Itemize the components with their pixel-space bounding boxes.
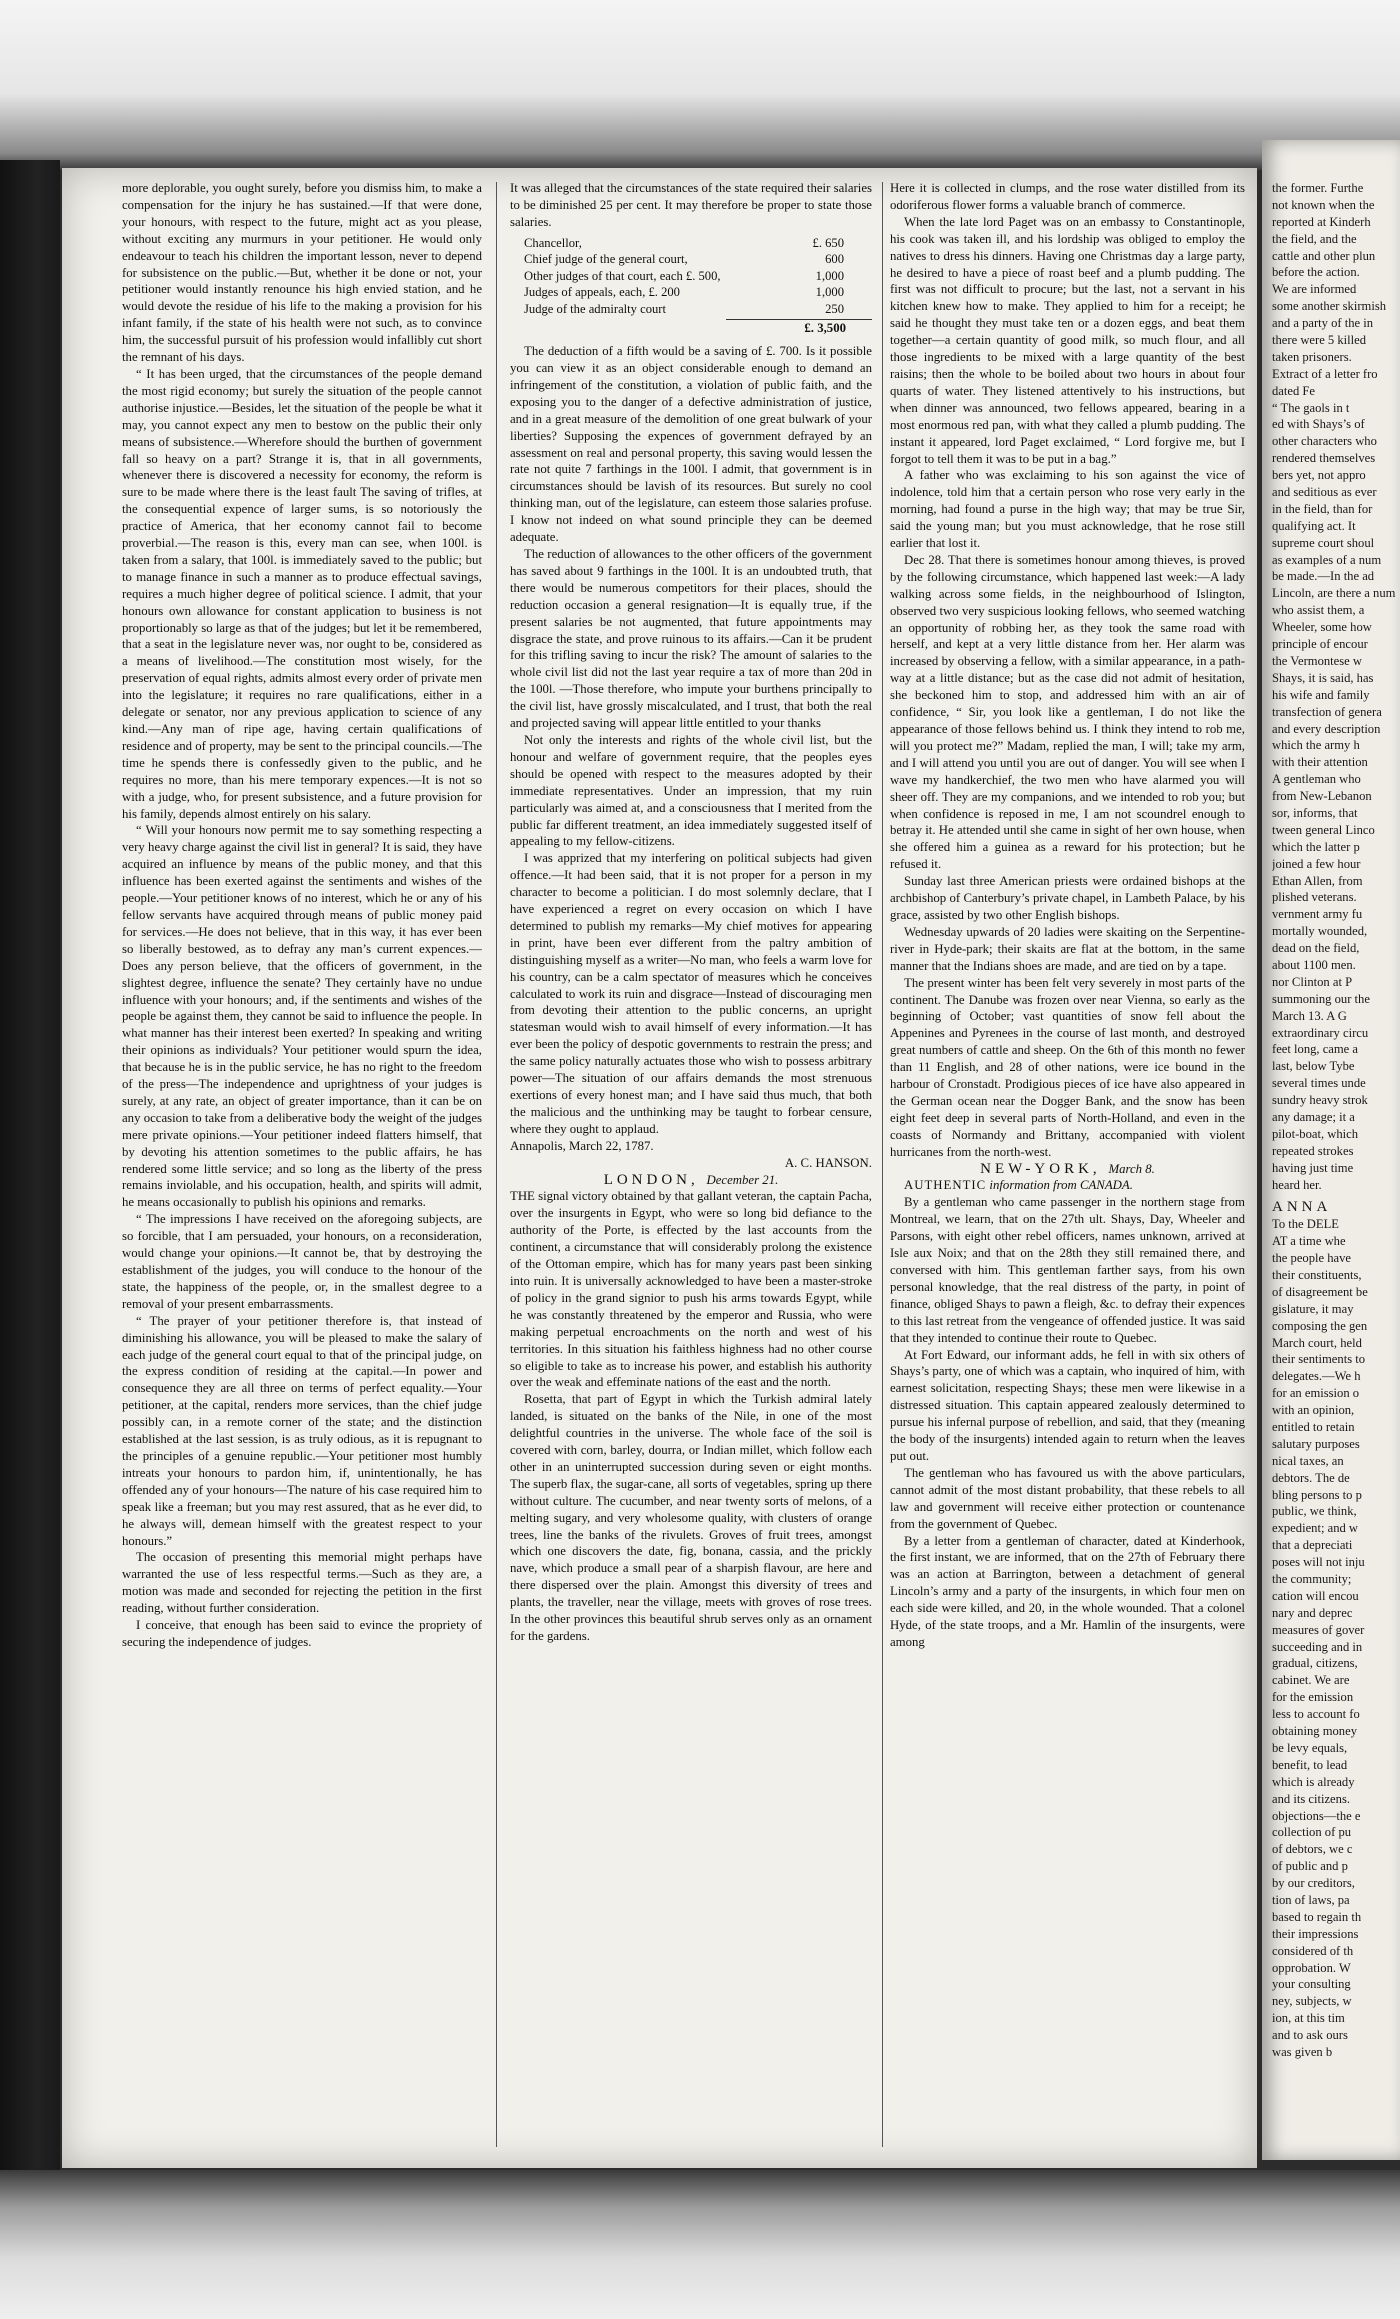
adjacent-page-line: March 13. A G: [1272, 1008, 1347, 1023]
adjacent-page-line: which the army h: [1272, 738, 1360, 753]
adjacent-page-line: opprobation. W: [1272, 1960, 1351, 1975]
adjacent-page-line: objections—the e: [1272, 1808, 1361, 1823]
col3-paragraph: A father who was exclaiming to his son against the vice of indolence, told him that a certain person who rose very early in the morning, had found a purse in the high way; that may be true Sir, said the young man; but you must acknowledge, that he rose still earlier that lost it.: [890, 468, 1245, 551]
adjacent-page-line: be made.—In the ad: [1272, 569, 1375, 584]
adjacent-page-line: Ethan Allen, from: [1272, 873, 1363, 888]
col2-paragraph: The reduction of allowances to the other officers of the government has saved about 9 farthings in the 100l. It is an undoubted truth, that there would be numerous competitors for their places, should the reduction occasion a general resignation—It is equally true, if the present salaries be not augmented, that future appointments may disgrace the state, and prove ruinous to its affairs.—Can it be prudent for this trifling saving to incur the risk? The amount of salaries to the whole civil list did not the last year require a tax of more than 20d in the 100l. —Those therefore, who impute your burthens principally to the civil list, have grossly miscalculated, and I trust, that both the real and projected saving will appear little entitled to your thanks: [510, 547, 872, 731]
salary-row: Judge of the admiralty court 250: [524, 301, 844, 316]
adjacent-page-line: that a depreciati: [1272, 1538, 1353, 1553]
adjacent-page-line: several times unde: [1272, 1076, 1366, 1091]
adjacent-page-line: summoning our the: [1272, 991, 1370, 1006]
adjacent-page-line: “ The gaols in t: [1272, 400, 1350, 415]
adjacent-page-line: with their attention: [1272, 755, 1368, 770]
column-rule: [882, 182, 883, 2147]
adjacent-page-line: ion, at this tim: [1272, 2011, 1345, 2026]
adjacent-page-line: bling persons to p: [1272, 1487, 1362, 1502]
adjacent-page-line: poses will not inju: [1272, 1555, 1365, 1570]
col3-paragraph: Here it is collected in clumps, and the rose water distilled from its odoriferous flower forms a valuable branch of commerce.: [890, 181, 1245, 212]
adjacent-page-line: nical taxes, an: [1272, 1453, 1344, 1468]
col3-paragraph: The present winter has been felt very severely in most parts of the continent. The Danube was frozen over near Vienna, so early as the beginning of October; vast quantities of snow fell about the Appenines and Pyrenees in the course of last month, and destroyed great numbers of cattle and sheep. On the 6th of this month no fewer than 11 English, and 28 of other nations, were ice bound in the harbour of Cronstadt. Prodigious pieces of ice have also appeared in the German ocean near the Dogger Bank, and the snow has been eight feet deep in several parts of North-Holland, and even in the coasts of Normandy and Brittany, accompanied with violent hurricanes from the north-west.: [890, 975, 1245, 1159]
newyork-paragraph: At Fort Edward, our informant adds, he fell in with six others of Shays’s party, one of which was a captain, who inquired of him, with earnest solicitation, respecting Shays; these men were likewise in a distressed situation. This captain appeared zealously determined to pursue his infernal purpose of rebellion, and said, that they (meaning the body of the insurgents) intended again to return when the leaves put out.: [890, 1347, 1245, 1463]
adjacent-page-line: bers yet, not appro: [1272, 468, 1366, 483]
adjacent-page-line: transfection of genera: [1272, 704, 1382, 719]
col2-paragraph: I was apprized that my interfering on political subjects had given offence.—It had been said, that it is not proper for a person in my character to become a politician. I do most solemnly declare, that I have experienced a regret on every occasion on which I have determined to publish my remarks—My chief motives for appearing in print, have been ever different from the paltry ambition of distinguishing myself as a writer—No man, who feels a warm love for his country, can be a calm spectator of measures which he conceives calculated to work its ruin and disgrace—Instead of discouraging men from devoting their attention to the public concerns, an upright statesman would wish to avail himself of every information.—It has ever been the policy of despotic governments to restrain the press; and the same policy naturally actuates those who wish to possess arbitrary power—The situation of our affairs demands the most strenuous exertions of every honest man; and I have said thus much, that both the malicious and the unthinking may be taught to forbear censure, where they ought to applaud.: [510, 851, 872, 1136]
newyork-heading: NEW-YORK,: [980, 1160, 1101, 1177]
adjacent-page-line: any damage; it a: [1272, 1109, 1355, 1124]
adjacent-page-line: was given b: [1272, 2044, 1333, 2059]
col3-paragraph: Sunday last three American priests were ordained bishops at the archbishop of Canterbury’s private chapel, in Lambeth Palace, by his grace, assisted by two other English bishops.: [890, 874, 1245, 922]
column-2: [510, 180, 872, 2155]
adjacent-page-line: of disagreement be: [1272, 1284, 1368, 1299]
adjacent-page-line: the former. Furthe: [1272, 181, 1364, 195]
newspaper-page: [62, 168, 1257, 2168]
adjacent-page-line: some another skirmish: [1272, 299, 1387, 314]
adjacent-page-line: succeeding and in: [1272, 1639, 1363, 1654]
col2-paragraph: The deduction of a fifth would be a saving of £. 700. Is it possible you can view it as an object considerable enough to demand an infringement of the constitution, a violation of public faith, and the exposing you to the danger of a defective administration of justice, and in a great measure of the demolition of one great bulwark of your liberties? Supposing the expences of government defrayed by an assessment on real and personal property, this saving would lessen the rate not quite 7 farthings in the 100l. I admit, that government is in circumstances should be lavish of its resources. But surely no cool thinking man, out of the legislature, can esteem those salaries profuse. I know not indeed on what sound principle they can be deemed adequate.: [510, 344, 872, 545]
adjacent-page-line: salutary purposes: [1272, 1436, 1360, 1451]
adjacent-page-line: ney, subjects, w: [1272, 1994, 1352, 2009]
book-spine: [0, 160, 60, 2180]
newyork-paragraph: By a gentleman who came passenger in the northern stage from Montreal, we learn, that on the 27th ult. Shays, Day, Wheeler and Parsons, with eight other rebel officers, names unknown, arrived at Isle aux Noix; and that on the 28th they still remained there, and conversed with him. This gentleman farther says, from his own personal knowledge, that the real distress of the party, in point of finance, obliged Shays to pawn a fleigh, &c. to defray their expences to this last retreat from the vengeance of offended justice. It was said that they intended to continue their route to Quebec.: [890, 1195, 1245, 1345]
adjacent-page-line: in the field, than for: [1272, 501, 1373, 516]
salary-row: Judges of appeals, each, £. 200 1,000: [524, 285, 844, 300]
london-paragraph: Rosetta, that part of Egypt in which the Turkish admiral lately landed, is situated on the banks of the Nile, in one of the most delightful countries in the universe. The whole face of the soil is covered with corn, barley, dourra, or Indian millet, which follow each other in an uninterrupted succession during seven or eight months. The superb flax, the sugar-cane, all sorts of vegetables, spring up there without culture. The cucumber, and near twenty sorts of melons, of a melting sugary, and very wholesome quality, with clusters of orange trees, line the banks of the rivulets. Groves of fruit trees, amongst which one discovers the date, fig, bonana, cassia, and the prickly nave, which produce a small pear of a sharpish flavour, are here and there dispersed over the plain. Amongst this diversity of trees and plants, the traveller, near the village, meets with groves of rose trees. In the other provinces this beautiful shrub serves only as an ornament for the gardens.: [510, 1392, 872, 1643]
adjacent-page-line: nary and deprec: [1272, 1605, 1353, 1620]
col1-paragraph: “ The prayer of your petitioner therefore is, that instead of diminishing his allowance, you will be pleased to make the salary of each judge of the general court equal to that of the principal judge, on the express condition of residing at the capital.—In power and consequence they are all three on terms of perfect equality.—Your petitioner, at the capital, renders more services, than the chief judge possibly can, in a remote corner of the state; and the distinction established at the last session, is as truly odious, as it is repugnant to the principles of a genuine republic.—Your petitioner most humbly intreats your honours to pardon him, if, unintentionally, he has offended any of your honours—The nature of his case required him to speak like a freeman; but you may rest assured, that as he ever did, to he always will, demean himself with the greatest respect to your honours.”: [122, 1313, 482, 1548]
col1-paragraph: “ It has been urged, that the circumstances of the people demand the most rigid economy; but surely the situation of the people cannot authorise injustice.—Besides, let the situation of the people be what it may, you cannot expect any men to bestow on the public their only means of subsistence.—Wherefore should the burthen of government fall so heavy on a part? Strange it is, that in all governments, whenever there is discovered a necessity for economy, the reform is sure to be made where there is the least fault The saving of trifles, at the consequential expence of larger sums, is so notoriously the practice of America, that her economy cannot fail to become proverbial.—The reason is this, every man can see, when 100l. is taken from a salary, that 100l. is immediately saved to the public; but to manage finance in such a manner as to produce effectual savings, requires a much higher degree of political science. I admit, that your honours own allowance for constant application to business is not proportionably so large as that of the judges; but let it be remembered, that a seat in the legislature never was, nor ought to be, considered as a means of livelihood.—The constitution most wisely, for the preservation of equal rights, admits almost every order of private men into the legislature; it requires no rare qualifications, either in a delegate or senator, nor any previous application to science of any kind.—Any man of ripe age, having certain qualifications of residence and of property, may be sent to the principal councils.—The time he spends there is confessedly given to the public, and he requires no more, than his mere temporary expences.—It is not so with a judge, who, for present subsistence, and a future provision for his family, depends almost entirely on his salary.: [122, 366, 482, 821]
adjacent-page-line: taken prisoners.: [1272, 349, 1352, 364]
adjacent-page-line: delegates.—We h: [1272, 1369, 1361, 1384]
adjacent-page-line: cabinet. We are: [1272, 1673, 1350, 1688]
adjacent-page-line: as examples of a num: [1272, 552, 1382, 567]
adjacent-page-line: there were 5 killed: [1272, 333, 1367, 348]
signature-place: Annapolis, March 22, 1787. A. C. HANSON.: [510, 1138, 872, 1170]
adjacent-page-line: We are informed: [1272, 282, 1357, 297]
adjacent-page-line: other characters who: [1272, 434, 1377, 449]
adjacent-page-line: Shays, it is said, has: [1272, 670, 1374, 685]
salary-row: Chief judge of the general court, 600: [524, 252, 844, 267]
adjacent-page-line: cattle and other plun: [1272, 248, 1376, 263]
adjacent-page-line: last, below Tybe: [1272, 1059, 1355, 1074]
adjacent-page-line: To the DELE: [1272, 1217, 1339, 1232]
column-rule: [496, 182, 497, 2147]
adjacent-page-line: based to regain th: [1272, 1909, 1362, 1924]
adjacent-page-line: before the action.: [1272, 265, 1360, 280]
newyork-date: March 8.: [1108, 1161, 1155, 1176]
adjacent-page-line: gislature, it may: [1272, 1301, 1354, 1316]
adjacent-page-line: benefit, to lead: [1272, 1757, 1348, 1772]
adjacent-page-line: heard her.: [1272, 1177, 1322, 1192]
adjacent-page-line: obtaining money: [1272, 1724, 1357, 1739]
adjacent-page-line: your consulting: [1272, 1977, 1351, 1992]
adjacent-page-line: not known when the: [1272, 197, 1375, 212]
adjacent-page-line: their sentiments to: [1272, 1352, 1366, 1367]
adjacent-page-line: public, we think,: [1272, 1504, 1357, 1519]
adjacent-page-fragment: [1262, 140, 1400, 2160]
london-dateline: [510, 1172, 872, 1189]
signature-name: A. C. HANSON.: [784, 1155, 872, 1170]
adjacent-page-line: reported at Kinderh: [1272, 214, 1371, 229]
adjacent-page-line: the community;: [1272, 1572, 1352, 1587]
adjacent-page-line: be levy equals,: [1272, 1740, 1348, 1755]
adjacent-page-line: measures of gover: [1272, 1622, 1365, 1637]
col1-paragraph: The occasion of presenting this memorial might perhaps have warranted the use of less respectful terms.—Such as they are, a motion was made and seconded for rejecting the petition in the first reading, without further consideration.: [122, 1550, 482, 1616]
adjacent-page-text: [1272, 180, 1400, 2061]
column-3: [890, 180, 1245, 2155]
adjacent-page-line: dead on the field,: [1272, 941, 1360, 956]
adjacent-page-line: sor, informs, that: [1272, 805, 1358, 820]
authentic-heading: AUTHENTIC information from CANADA.: [904, 1178, 1133, 1193]
adjacent-page-line: which is already: [1272, 1774, 1355, 1789]
adjacent-page-line: expedient; and w: [1272, 1521, 1359, 1536]
london-paragraph: THE signal victory obtained by that gallant veteran, the captain Pacha, over the insurgents in Egypt, who were so long bid defiance to the authority of the Porte, is effected by the last accounts from the continent, a circumstance that will considerably prolong the existence of the Ottoman empire, which has for many years past been sinking into ruin. It is universally acknowledged to have been a master-stroke of policy in the grand signior to push his arms towards Egypt, while he was constantly threatened by the emperor and Russia, who were making perpetual encroachments on the north and west of his territories. In this situation his faithless highness had no other course so eligible to take as to increase his power, and establish his authority over the weak and effeminate nations of the east and the north.: [510, 1189, 872, 1390]
adjacent-page-line: collection of pu: [1272, 1825, 1352, 1840]
adjacent-page-line: cation will encou: [1272, 1588, 1359, 1603]
adjacent-page-line: the field, and the: [1272, 231, 1357, 246]
adjacent-page-line: composing the gen: [1272, 1318, 1368, 1333]
adjacent-page-line: pilot-boat, which: [1272, 1126, 1359, 1141]
adjacent-page-line: tion of laws, pa: [1272, 1892, 1350, 1907]
adjacent-page-line: rendered themselves: [1272, 451, 1376, 466]
london-date: December 21.: [706, 1172, 779, 1187]
column-1: [122, 180, 482, 2155]
adjacent-page-line: dated Fe: [1272, 383, 1316, 398]
london-heading: LONDON,: [603, 1171, 699, 1188]
adjacent-page-line: their constituents,: [1272, 1268, 1362, 1282]
adjacent-page-line: tween general Linco: [1272, 822, 1375, 837]
adjacent-page-line: Lincoln, are there a num: [1272, 586, 1396, 601]
adjacent-page-line: nor Clinton at P: [1272, 974, 1353, 989]
adjacent-page-line: extraordinary circu: [1272, 1025, 1369, 1040]
scan-bottom-margin: [0, 2170, 1400, 2319]
adjacent-page-line: March court, held: [1272, 1335, 1362, 1350]
adjacent-page-line: by our creditors,: [1272, 1876, 1355, 1891]
adjacent-page-line: and its citizens.: [1272, 1791, 1350, 1806]
adjacent-page-line: their impressions: [1272, 1926, 1359, 1941]
adjacent-page-line: qualifying act. It: [1272, 518, 1356, 533]
col3-paragraph: Wednesday upwards of 20 ladies were skaiting on the Serpentine-river in Hyde-park; their skaits are flat at the bottom, in the same manner that the Indians shoes are made, and are tied on by a tape.: [890, 924, 1245, 973]
adjacent-page-line: Extract of a letter fro: [1272, 366, 1378, 381]
adjacent-page-line: joined a few hour: [1272, 856, 1361, 871]
adjacent-page-line: having just time: [1272, 1160, 1354, 1175]
adjacent-page-line: AT a time whe: [1272, 1234, 1346, 1249]
salary-row: Other judges of that court, each £. 500, 1,000: [524, 268, 844, 283]
adjacent-page-line: for the emission: [1272, 1690, 1354, 1705]
adjacent-page-line: the Vermontese w: [1272, 653, 1363, 668]
adjacent-page-line: ed with Shays’s of: [1272, 417, 1365, 432]
adjacent-page-line: considered of th: [1272, 1943, 1354, 1958]
adjacent-page-line: who assist them, a: [1272, 603, 1365, 618]
adjacent-page-line: debtors. The de: [1272, 1470, 1350, 1485]
col3-paragraph: Dec 28. That there is sometimes honour among thieves, is proved by the following circumstance, which happened last week:—A lady walking across some fields, in the neighbourhood of Islington, observed two very suspicious looking fellows, who seemed watching an opportunity of robbing her, as they took the same road with herself, and kept at a very little distance from her. Her alarm was increased by observing a fellow, with a similar appearance, in a path-way at a little distance; but as the case did not admit of hesitation, she beckoned him to stop, and addressed him with an air of confidence, “ Sir, you look like a gentleman, I do not like the appearance of those fellows behind us. I think they intend to rob me, will you protect me?” Madam, replied the man, I will; take my arm, and I will attend you until you are out of danger. You will see when I wave my handkerchief, the two men who have alarmed you will sheer off. They are my companions, and we intended to rob you; but when confidence is reposed in me, I am not scoundrel enough to betray it. He attended until she came in sight of her own house, when she offered him a guinea as a reward for his protection; but he refused it.: [890, 552, 1245, 872]
adjacent-page-line: and a party of the in: [1272, 316, 1374, 331]
adjacent-page-line: ANNA: [1272, 1199, 1332, 1216]
adjacent-page-line: his wife and family: [1272, 687, 1370, 702]
salary-row: Chancellor, £. 650: [524, 235, 844, 250]
adjacent-page-line: sundry heavy strok: [1272, 1093, 1368, 1108]
adjacent-page-line: which the latter p: [1272, 839, 1360, 854]
newyork-dateline: [890, 1161, 1245, 1178]
adjacent-page-line: principle of encour: [1272, 637, 1368, 652]
col1-paragraph: “ The impressions I have received on the aforegoing subjects, are so forcible, that I am persuaded, your honours, on a reconsideration, would change your opinions.—It cannot be, that by destroying the establishment of the judges, you will conduce to the honour of the state, the happiness of the people, or, in the smallest degree to a removal of your present embarrassments.: [122, 1212, 482, 1311]
adjacent-page-line: Wheeler, some how: [1272, 620, 1372, 635]
adjacent-page-line: about 1100 men.: [1272, 957, 1356, 972]
adjacent-page-line: of public and p: [1272, 1859, 1348, 1874]
adjacent-page-line: the people have: [1272, 1251, 1352, 1266]
adjacent-page-line: supreme court shoul: [1272, 535, 1375, 550]
salary-intro: It was alleged that the circumstances of the state required their salaries to be diminished 25 per cent. It may therefore be proper to state those salaries.: [510, 181, 872, 229]
adjacent-page-line: with an opinion,: [1272, 1403, 1355, 1418]
adjacent-page-line: and every description: [1272, 721, 1381, 736]
adjacent-page-line: plished veterans.: [1272, 890, 1357, 905]
adjacent-page-line: repeated strokes: [1272, 1143, 1354, 1158]
col1-paragraph: “ Will your honours now permit me to say something respecting a very heavy charge against the civil list in general? It is said, they have acquired an influence by means of the public money, and that this influence has been exerted against the sentiments and wishes of the people.—Your petitioner knows of no interest, which he or any of his fellow servants have acquired through means of public money paid for services.—He does not believe, that in this way, it has ever been so liberally bestowed, as to defray any man’s current expences.—Does any person believe, that the officers of government, in the slightest degree, influence the senate? They certainly have no undue influence with your honours; and, if the sentiments and wishes of the people be against them, they cannot be said to influence the people. In what manner has their interest been exerted? In speaking and writing their opinions as individuals? Your petitioner would spurn the idea, that because he is in the public service, he has no right to the freedom of the press—The independence and uprightness of your judges is surely, at any rate, an object of greater importance, than it can be on any occasion to take from a deliberative body the weight of the judges mere private opinions.—Your petitioner indeed flatters himself, that by devoting his attention sometimes to the public affairs, he has rendered some little service; and so long as the liberty of the press remains inviolable, and his occupation, health, and spirits will admit, he means occasionally to publish his opinions and remarks.: [122, 823, 482, 1210]
adjacent-page-line: vernment army fu: [1272, 907, 1363, 922]
adjacent-page-line: A gentleman who: [1272, 772, 1361, 787]
adjacent-page-line: less to account fo: [1272, 1707, 1360, 1722]
adjacent-page-line: from New-Lebanon: [1272, 789, 1372, 804]
col1-paragraph: I conceive, that enough has been said to evince the propriety of securing the independence of judges.: [122, 1618, 482, 1649]
col1-paragraph: more deplorable, you ought surely, before you dismiss him, to make a compensation for the injury he has sustained.—If that were done, your honours, with respect to the future, might act as you please, without exciting any murmurs in your petitioner. He would only endeavour to teach his children the important lesson, never to depend for subsistence on the public.—But, whether it be done or not, your petitioner would instantly renounce his high envied station, and he would devote the residue of his life to the making a provision for his infant family, if the state of his health were not such, as to convince him, the successful pursuit of his profession would infallibly cut short the remnant of his days.: [122, 181, 482, 365]
adjacent-page-line: entitled to retain: [1272, 1420, 1355, 1435]
newyork-paragraph: The gentleman who has favoured us with the above particulars, cannot admit of the most distant probability, that these rebels to all law and government will receive either protection or countenance from the government of Quebec.: [890, 1465, 1245, 1531]
scan-top-margin: [0, 0, 1400, 170]
adjacent-page-line: of debtors, we c: [1272, 1842, 1353, 1857]
salary-total: £. 3,500: [726, 319, 872, 337]
newyork-paragraph: By a letter from a gentleman of character, dated at Kinderhook, the first instant, we are informed, that on the 27th of February there was an action at Barrington, between a detachment of general Lincoln’s army and a party of the insurgents, in which four men on each side were killed, and 20, in the whole wounded. That a colonel Hyde, of the state troops, and a Mr. Hamlin of the insurgents, were among: [890, 1533, 1245, 1649]
col3-paragraph: When the late lord Paget was on an embassy to Constantinople, his cook was taken ill, and his lordship was obliged to employ the natives to dress his dinners. Having one Christmas day a large party, he desired to have a piece of roast beef and a plumb pudding. The first was not difficult to procure; but the last, not a servant in his kitchen knew how to make. They applied to him for a receipt; he said he thought they must take ten or a dozen eggs, and beat them together—a certain quantity of good milk, so much flour, and all those ingredients to be mixed with a large quantity of the best raisins; then the whole to be boiled about two hours in about four quarts of water. They listened attentively to his instructions, but when dinner was announced, two fellows appeared, bearing in a most enormous red pan, with what they called a plumb pudding. The instant it appeared, lord Paget exclaimed, “ Lord forgive me, but I forgot to tell them it was to be put in a bag.”: [890, 214, 1245, 466]
adjacent-page-line: for an emission o: [1272, 1386, 1360, 1401]
adjacent-page-line: and seditious as ever: [1272, 485, 1377, 500]
col2-paragraph: Not only the interests and rights of the whole civil list, but the honour and welfare of government require, that the peoples eyes should be opened with respect to the measures adopted by their immediate representatives. Under an impression, that my ruin particularly was aimed at, and a consciousness that I merited from the public far different treatment, an idea immediately suggested itself of appealing to my fellow-citizens.: [510, 732, 872, 849]
adjacent-page-line: gradual, citizens,: [1272, 1656, 1358, 1671]
adjacent-page-line: feet long, came a: [1272, 1042, 1359, 1057]
adjacent-page-line: and to ask ours: [1272, 2028, 1348, 2043]
salary-table: [524, 235, 844, 318]
adjacent-page-line: mortally wounded,: [1272, 924, 1368, 939]
